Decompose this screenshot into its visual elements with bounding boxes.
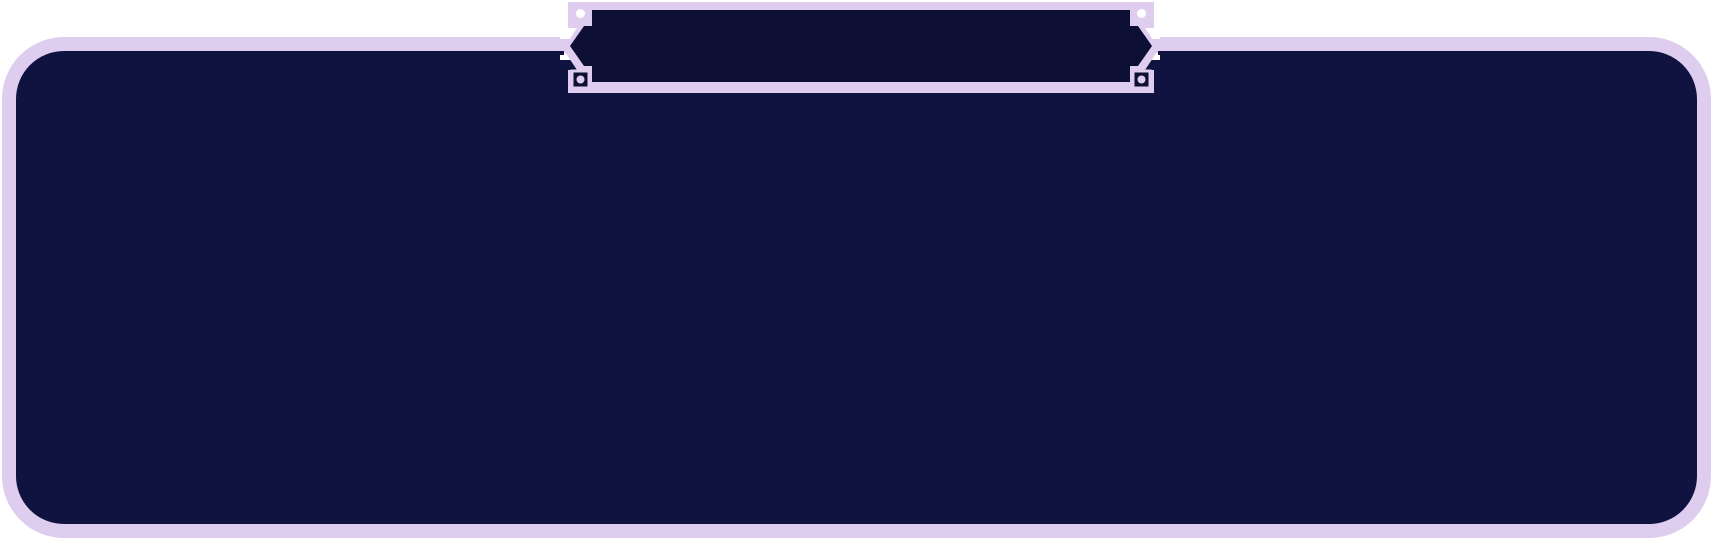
rivet-top-left-icon bbox=[572, 5, 589, 22]
main-panel bbox=[2, 37, 1711, 538]
rivet-top-right-icon bbox=[1133, 5, 1150, 22]
